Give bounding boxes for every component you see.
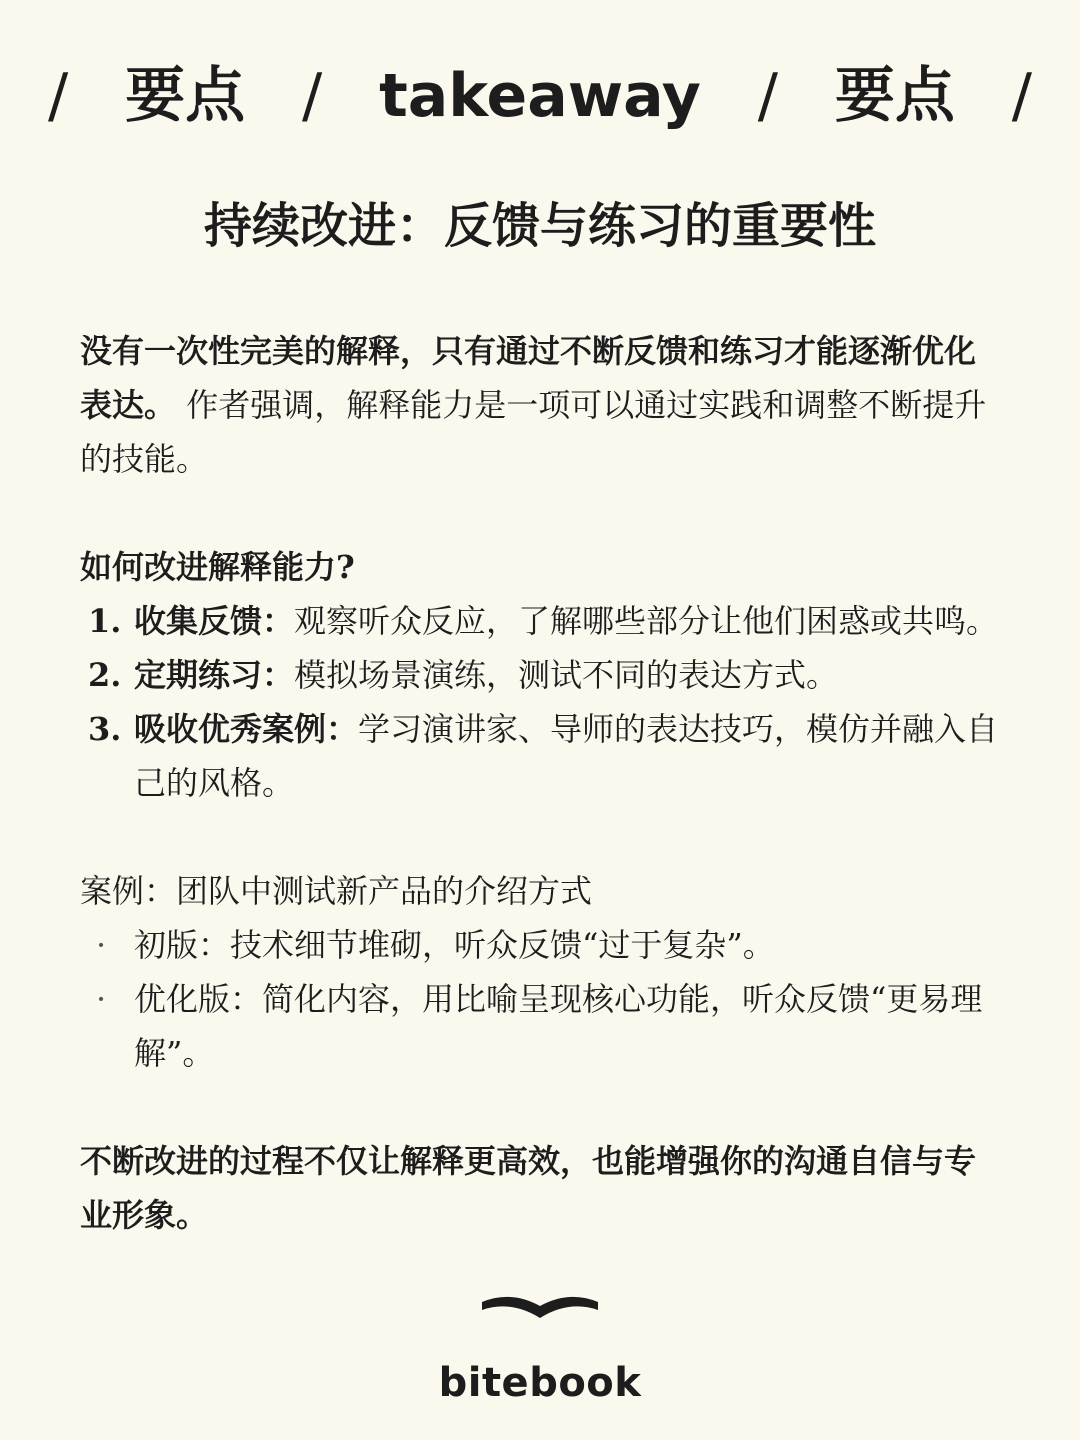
- header-slash: /: [1011, 61, 1033, 131]
- open-book-icon: [478, 1292, 602, 1322]
- list-item: [80, 972, 1000, 1080]
- list-item-label: 收集反馈：: [134, 602, 295, 640]
- list-item: [80, 702, 1000, 810]
- header-slash: /: [757, 61, 779, 131]
- list-item-number: 1.: [88, 602, 122, 640]
- header-right-label: 要点: [834, 61, 955, 131]
- bullet-dot: ·: [96, 926, 107, 964]
- header-slash: /: [301, 61, 323, 131]
- list-item-text: 学习演讲家、导师的表达技巧，模仿并融入自己的风格。: [134, 710, 999, 802]
- list-item-text: 优化版：简化内容，用比喻呈现核心功能，听众反馈“更易理解”。: [134, 980, 983, 1072]
- case-heading: 案例：团队中测试新产品的介绍方式: [80, 872, 593, 910]
- intro-bold-text: 没有一次性完美的解释，只有通过不断反馈和练习才能逐渐优化表达。: [80, 332, 977, 424]
- list-item-number: 2.: [88, 656, 122, 694]
- bitebook-logo: [0, 1292, 1080, 1408]
- list-item-label: 定期练习：: [134, 656, 295, 694]
- how-list: [80, 594, 1000, 810]
- list-item-text: 观察听众反应，了解哪些部分让他们困惑或共鸣。: [294, 602, 999, 640]
- list-item-number: 3.: [88, 710, 122, 748]
- content-body: [80, 324, 1000, 1242]
- case-list: [80, 918, 1000, 1080]
- header-center-label: takeaway: [379, 61, 701, 131]
- how-heading: 如何改进解释能力?: [80, 548, 355, 586]
- list-item-text: 初版：技术细节堆砌，听众反馈“过于复杂”。: [134, 926, 775, 964]
- list-item-text: 模拟场景演练，测试不同的表达方式。: [294, 656, 839, 694]
- header-left-label: 要点: [125, 61, 246, 131]
- intro-paragraph: [80, 324, 1000, 486]
- list-item: [80, 918, 1000, 972]
- list-item: [80, 648, 1000, 702]
- conclusion-paragraph: 不断改进的过程不仅让解释更高效，也能增强你的沟通自信与专业形象。: [80, 1142, 977, 1234]
- header-slash: /: [47, 61, 69, 131]
- list-item: [80, 594, 1000, 648]
- intro-normal-text: 作者强调，解释能力是一项可以通过实践和调整不断提升的技能。: [80, 386, 987, 478]
- list-item-label: 吸收优秀案例：: [134, 710, 359, 748]
- header-banner: [0, 56, 1080, 136]
- brand-name: bitebook: [438, 1360, 642, 1406]
- page-title: 持续改进：反馈与练习的重要性: [203, 198, 876, 254]
- bullet-dot: ·: [96, 980, 107, 1018]
